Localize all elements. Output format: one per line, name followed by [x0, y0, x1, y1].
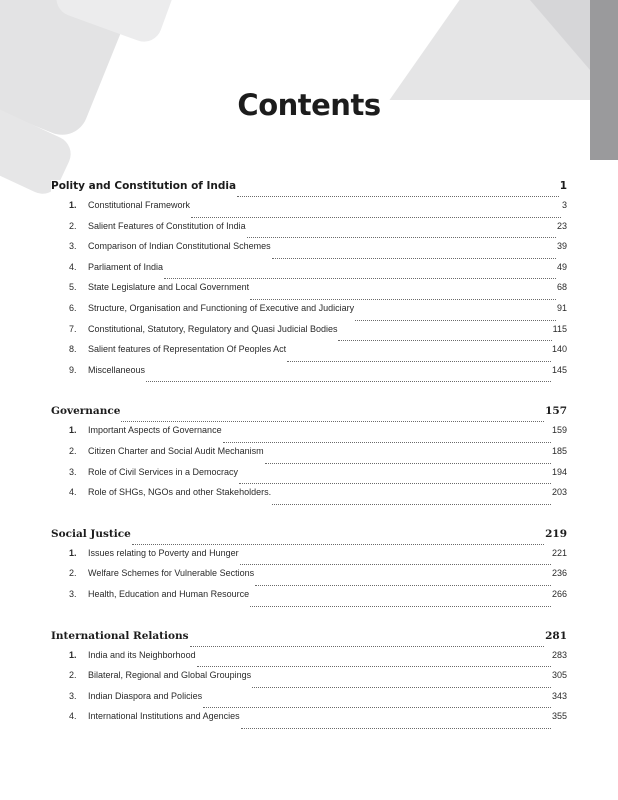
entry-title: Indian Diaspora and Policies [88, 690, 203, 701]
entry-number: 2. [69, 220, 77, 231]
leader-dots [240, 564, 551, 565]
leader-dots [265, 463, 551, 464]
entry-page-number: 236 [551, 568, 567, 579]
page-title: Contents [237, 88, 381, 122]
toc-entry[interactable] [51, 670, 567, 691]
decorative-bar [590, 0, 618, 160]
entry-number: 1. [69, 425, 77, 436]
entry-title: Structure, Organisation and Functioning of Executive and Judiciary [88, 302, 355, 313]
entry-number: 3. [69, 241, 77, 252]
entry-page-number: 203 [551, 487, 567, 498]
toc-entry[interactable] [51, 425, 567, 446]
toc-entry[interactable] [51, 568, 567, 589]
entry-title: Bilateral, Regional and Global Groupings [88, 670, 252, 681]
entry-page-number: 283 [551, 649, 567, 660]
entry-page-number: 23 [556, 220, 567, 231]
toc-entry[interactable] [51, 241, 567, 262]
section-page-number: 281 [545, 629, 567, 642]
entry-title: Salient Features of Constitution of India [88, 220, 246, 231]
toc-entry[interactable] [51, 467, 567, 488]
entry-page-number: 305 [551, 670, 567, 681]
leader-dots [287, 361, 551, 362]
entry-number: 4. [69, 711, 77, 722]
leader-dots [252, 687, 551, 688]
section-title: Governance [51, 405, 121, 418]
entry-page-number: 145 [551, 364, 567, 375]
leader-dots [197, 666, 551, 667]
leader-dots [239, 483, 551, 484]
entry-title: International Institutions and Agencies [88, 711, 240, 722]
entry-page-number: 221 [551, 547, 567, 558]
entry-number: 2. [69, 568, 77, 579]
leader-dots [203, 707, 551, 708]
entry-number: 7. [69, 323, 77, 334]
entry-title: Role of Civil Services in a Democracy [88, 466, 239, 477]
leader-dots [132, 544, 544, 545]
toc-section-heading[interactable] [51, 630, 567, 650]
entry-page-number: 49 [556, 261, 567, 272]
entry-page-number: 343 [551, 690, 567, 701]
entry-number: 5. [69, 282, 77, 293]
entry-page-number: 140 [551, 344, 567, 355]
entry-number: 4. [69, 261, 77, 272]
toc-section-heading[interactable] [51, 405, 567, 425]
entry-number: 8. [69, 344, 77, 355]
entry-number: 4. [69, 487, 77, 498]
leader-dots [146, 381, 551, 382]
entry-number: 1. [69, 200, 77, 210]
toc-entry[interactable] [51, 262, 567, 283]
entry-title: Important Aspects of Governance [88, 425, 222, 436]
toc-entry[interactable] [51, 548, 567, 569]
toc-entry[interactable] [51, 303, 567, 324]
toc-entry[interactable] [51, 711, 567, 732]
entry-title: Constitutional Framework [88, 200, 191, 210]
entry-number: 3. [69, 588, 77, 599]
entry-title: Parliament of India [88, 261, 164, 272]
toc-entry[interactable] [51, 650, 567, 671]
toc-section-heading[interactable] [51, 528, 567, 548]
leader-dots [355, 320, 556, 321]
leader-dots [272, 258, 556, 259]
section-title: Social Justice [51, 527, 131, 540]
toc-entry[interactable] [51, 344, 567, 365]
entry-page-number: 159 [551, 425, 567, 436]
toc-entry[interactable] [51, 691, 567, 712]
leader-dots [250, 606, 551, 607]
entry-title: Citizen Charter and Social Audit Mechanism [88, 445, 264, 456]
leader-dots [237, 196, 559, 197]
section-page-number: 219 [545, 527, 567, 540]
toc-entry[interactable] [51, 446, 567, 467]
leader-dots [164, 278, 556, 279]
entry-number: 3. [69, 466, 77, 477]
entry-page-number: 266 [551, 588, 567, 599]
entry-title: Constitutional, Statutory, Regulatory and Quasi Judicial Bodies [88, 323, 338, 334]
entry-title: Issues relating to Poverty and Hunger [88, 547, 239, 558]
entry-page-number: 355 [551, 711, 567, 722]
entry-page-number: 68 [556, 282, 567, 293]
leader-dots [255, 585, 551, 586]
entry-number: 9. [69, 364, 77, 375]
entry-page-number: 91 [556, 302, 567, 313]
entry-page-number: 185 [551, 445, 567, 456]
entry-number: 2. [69, 670, 77, 681]
leader-dots [250, 299, 556, 300]
entry-page-number: 3 [561, 200, 567, 210]
entry-title: Miscellaneous [88, 364, 146, 375]
section-page-number: 157 [545, 405, 567, 418]
table-of-contents [51, 180, 567, 732]
entry-number: 3. [69, 690, 77, 701]
toc-section-heading[interactable] [51, 180, 567, 200]
leader-dots [338, 340, 551, 341]
section-page-number: 1 [559, 180, 567, 192]
section-title: Polity and Constitution of India [51, 180, 237, 192]
leader-dots [191, 217, 561, 218]
toc-entry[interactable] [51, 221, 567, 242]
entry-title: Health, Education and Human Resource [88, 588, 250, 599]
entry-number: 1. [69, 649, 77, 660]
toc-entry[interactable] [51, 282, 567, 303]
entry-title: Comparison of Indian Constitutional Schemes [88, 241, 271, 252]
entry-title: Welfare Schemes for Vulnerable Sections [88, 568, 255, 579]
toc-entry[interactable] [51, 324, 567, 345]
entry-number: 6. [69, 302, 77, 313]
entry-title: Salient features of Representation Of Peoples Act [88, 344, 287, 355]
entry-title: India and its Neighborhood [88, 649, 196, 660]
entry-number: 2. [69, 445, 77, 456]
section-title: International Relations [51, 629, 189, 642]
entry-page-number: 115 [552, 323, 567, 334]
leader-dots [121, 421, 544, 422]
leader-dots [272, 504, 551, 505]
leader-dots [223, 442, 551, 443]
leader-dots [247, 237, 556, 238]
entry-number: 1. [69, 547, 77, 558]
leader-dots [241, 728, 551, 729]
toc-entry[interactable] [51, 365, 567, 386]
toc-entry[interactable] [51, 200, 567, 221]
toc-entry[interactable] [51, 589, 567, 610]
entry-title: State Legislature and Local Government [88, 282, 250, 293]
entry-title: Role of SHGs, NGOs and other Stakeholders. [88, 487, 272, 498]
entry-page-number: 194 [551, 466, 567, 477]
leader-dots [190, 646, 545, 647]
toc-entry[interactable] [51, 487, 567, 508]
entry-page-number: 39 [556, 241, 567, 252]
